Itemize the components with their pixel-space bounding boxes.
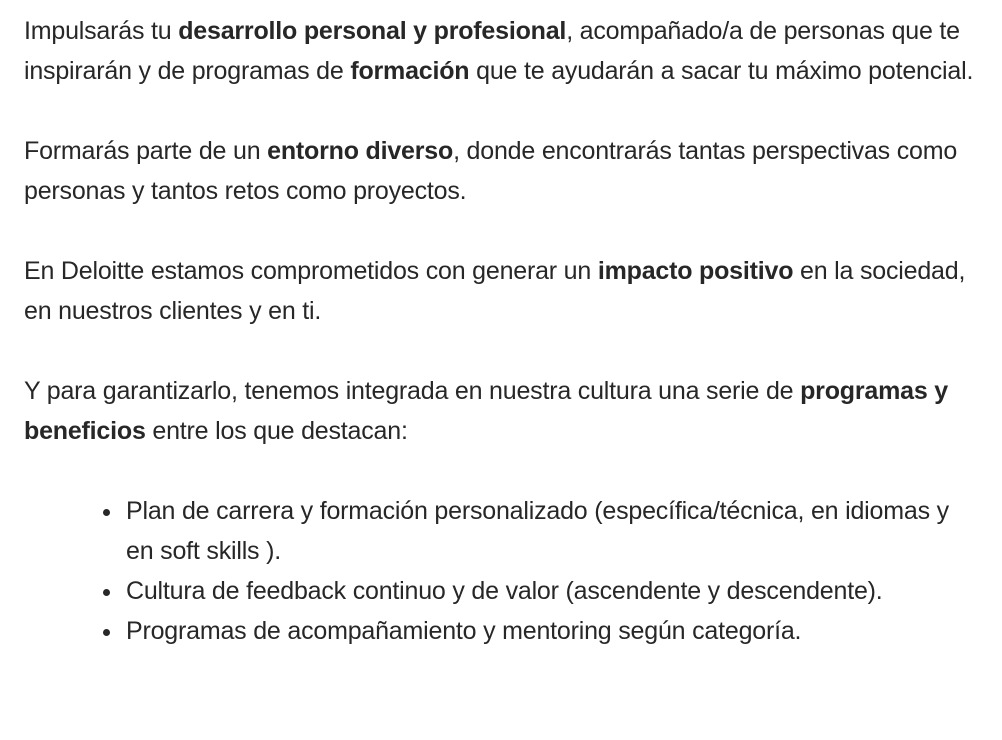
benefit-item: • Programas de acompañamiento y mentoring según categoría. <box>124 611 962 651</box>
bold-text-segment: programas y beneficios <box>24 377 948 445</box>
paragraph-2 <box>24 131 978 211</box>
text-segment: Impulsarás tu <box>24 17 179 45</box>
benefit-item: • Cultura de feedback continuo y de valor (ascendente y descendente). <box>124 571 962 611</box>
text-segment: que te ayudarán a sacar tu máximo potencial. <box>469 57 974 85</box>
bold-text-segment: desarrollo personal y profesional <box>178 17 567 45</box>
text-segment: , acompañado/a de personas que te inspirarán y de programas de <box>24 17 960 85</box>
benefits-list <box>24 491 962 651</box>
text-segment: en la sociedad, en nuestros clientes y en ti. <box>24 257 966 325</box>
paragraph-3 <box>24 251 978 331</box>
text-segment: entre los que destacan: <box>145 417 408 445</box>
bold-text-segment: impacto positivo <box>597 257 794 285</box>
bold-text-segment: entorno diverso <box>267 137 454 165</box>
text-segment: En Deloitte estamos comprometidos con generar un <box>24 257 598 285</box>
paragraph-4 <box>24 371 978 451</box>
bold-text-segment: formación <box>350 57 470 85</box>
text-segment: Formarás parte de un <box>24 137 268 165</box>
text-segment: , donde encontrarás tantas perspectivas como personas y tantos retos como proyectos. <box>24 137 958 205</box>
paragraph-1 <box>24 11 978 91</box>
benefit-item: • Plan de carrera y formación personalizado (específica/técnica, en idiomas y en soft skills ). <box>124 491 962 571</box>
text-segment: Y para garantizarlo, tenemos integrada en nuestra cultura una serie de <box>24 377 801 405</box>
paragraphs-container <box>24 11 978 451</box>
